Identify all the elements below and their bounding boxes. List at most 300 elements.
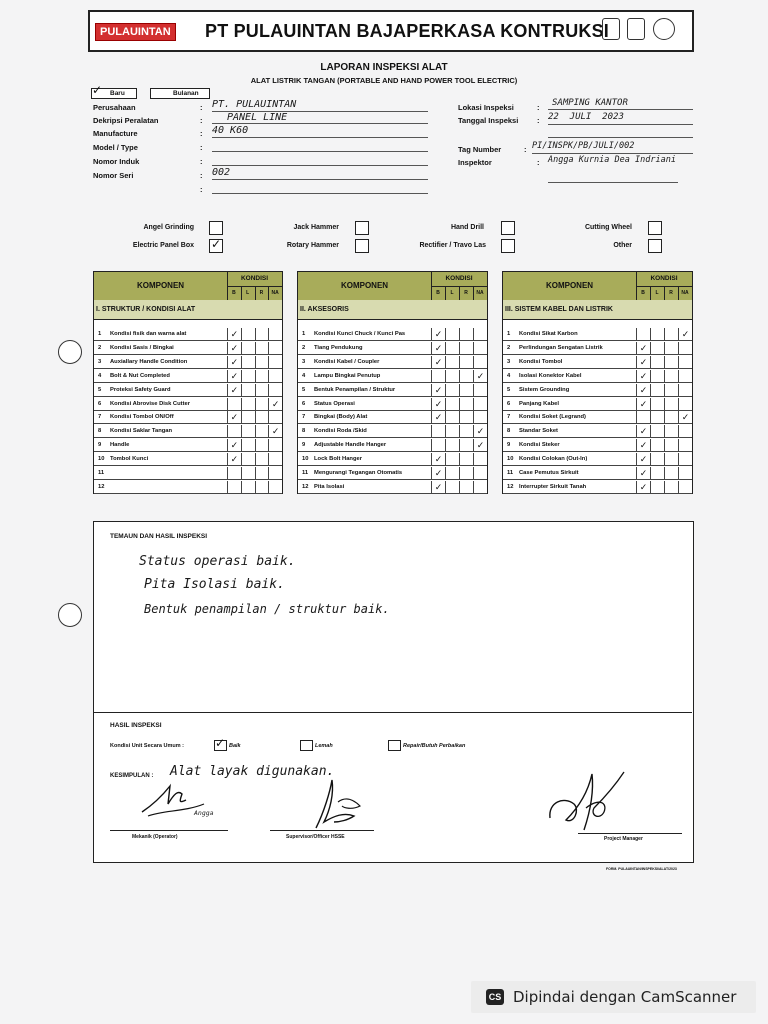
condition-cell[interactable] [678, 453, 692, 465]
condition-cell[interactable] [664, 370, 678, 382]
condition-cell[interactable] [678, 398, 692, 410]
condition-cell[interactable] [241, 342, 255, 354]
condition-cell[interactable] [650, 328, 664, 340]
condition-cell[interactable] [459, 439, 473, 451]
condition-cell[interactable] [459, 370, 473, 382]
condition-column-header: NA [473, 286, 488, 300]
row-label: Kondisi Sikat Karbon [519, 331, 578, 337]
condition-cell[interactable] [650, 342, 664, 354]
table-header [298, 272, 487, 301]
table-row [503, 342, 692, 355]
condition-cell[interactable] [650, 425, 664, 437]
type-new-checkbox[interactable] [91, 83, 137, 99]
equipment-type-checkbox[interactable] [501, 221, 515, 235]
model-type-field[interactable] [212, 139, 428, 152]
row-number: 3 [98, 358, 102, 365]
condition-cell[interactable] [241, 370, 255, 382]
condition-cell[interactable] [227, 370, 241, 382]
equipment-type-checkbox[interactable] [501, 239, 515, 253]
check-mark-icon: ✓ [434, 343, 443, 354]
field-colon: : [200, 157, 203, 166]
field-colon: : [537, 116, 540, 125]
table-row [94, 370, 282, 383]
table-row [298, 411, 487, 424]
condition-cell[interactable] [678, 411, 692, 423]
equipment-type-label: Hand Drill [450, 224, 484, 231]
row-label: Handle [110, 442, 130, 449]
result-option-label: Lemah [315, 743, 333, 749]
supervisor-signature-icon [294, 772, 374, 834]
condition-column-header: R [459, 286, 474, 300]
inspection-date-field[interactable]: 22 JULI 2023 [548, 112, 693, 125]
check-mark-icon: ✓ [230, 330, 239, 340]
company-field[interactable]: PT. PULAUINTAN [212, 99, 428, 112]
condition-cell[interactable] [636, 356, 650, 368]
result-good-checkbox[interactable] [214, 736, 227, 751]
condition-cell[interactable] [678, 467, 692, 479]
check-mark-icon: ✓ [639, 427, 648, 438]
table-row [298, 425, 487, 438]
condition-column-header: R [255, 286, 270, 300]
table-row [94, 467, 282, 480]
condition-cell[interactable] [650, 398, 664, 410]
result-option-label: Repair/Butuh Perbaikan [403, 743, 466, 749]
row-label: Auxiallary Handle Condition [110, 358, 188, 365]
condition-cell[interactable] [650, 411, 664, 423]
table-row [503, 453, 692, 466]
condition-cell[interactable] [445, 328, 459, 340]
condition-cell[interactable] [227, 453, 241, 465]
equipment-type-checkbox[interactable] [355, 221, 369, 235]
condition-cell[interactable] [473, 439, 487, 451]
condition-cell[interactable] [459, 384, 473, 396]
signature-line [578, 833, 682, 834]
serial-number-field[interactable]: 002 [212, 167, 428, 180]
condition-cell[interactable] [636, 398, 650, 410]
equipment-description-field[interactable]: PANEL LINE [212, 112, 428, 124]
equipment-type-checkbox[interactable] [209, 239, 223, 253]
condition-cell[interactable] [664, 342, 678, 354]
table-row [503, 467, 692, 480]
row-label: Kondisi Sasis / Bingkai [110, 344, 174, 351]
condition-cell[interactable] [241, 439, 255, 451]
extra-field[interactable] [212, 181, 428, 194]
condition-cell[interactable] [459, 411, 473, 423]
condition-cell[interactable] [268, 342, 282, 354]
condition-cell[interactable] [255, 356, 269, 368]
row-label: Perlindungan Sengatan Listrik [519, 344, 603, 351]
table-row [94, 398, 282, 411]
general-condition-label: Kondisi Unit Secara Umum : [110, 743, 184, 749]
condition-cell[interactable] [650, 439, 664, 451]
blank-field[interactable] [548, 125, 693, 138]
condition-cell[interactable] [255, 328, 269, 340]
result-repair-checkbox[interactable] [388, 740, 401, 751]
condition-cell[interactable] [459, 453, 473, 465]
row-number: 8 [98, 428, 102, 435]
equipment-type-label: Rectifier / Travo Las [419, 242, 486, 249]
condition-cell[interactable] [255, 342, 269, 354]
check-mark-icon: ✓ [230, 385, 239, 396]
condition-cell[interactable] [678, 481, 692, 493]
condition-cell[interactable] [268, 384, 282, 396]
equipment-type-checkbox[interactable] [355, 239, 369, 253]
condition-cell[interactable] [431, 425, 445, 437]
scanner-watermark [471, 981, 756, 1013]
condition-cell[interactable] [255, 425, 269, 437]
condition-cell[interactable] [664, 425, 678, 437]
condition-cell[interactable] [678, 384, 692, 396]
condition-cell[interactable] [431, 398, 445, 410]
condition-cell[interactable] [678, 425, 692, 437]
component-table-accessories [297, 271, 488, 494]
table-row [298, 453, 487, 466]
row-number: 1 [302, 331, 306, 337]
condition-cell[interactable] [431, 439, 445, 451]
condition-cell[interactable] [473, 453, 487, 465]
row-number: 3 [507, 358, 511, 365]
field-label: Manufacture [93, 129, 138, 138]
condition-cell[interactable] [431, 328, 445, 340]
table-row [94, 411, 282, 424]
equipment-type-checkbox[interactable] [209, 221, 223, 235]
check-mark-icon: ✓ [230, 455, 239, 466]
condition-cell[interactable] [268, 467, 282, 479]
condition-cell[interactable] [431, 384, 445, 396]
condition-cell[interactable] [445, 411, 459, 423]
table-row [503, 384, 692, 397]
row-label: Interrupter Sirkuit Tanah [519, 483, 587, 490]
condition-cell[interactable] [227, 411, 241, 423]
row-number: 11 [302, 470, 309, 476]
condition-cell[interactable] [664, 481, 678, 493]
condition-cell[interactable] [268, 453, 282, 465]
condition-cell[interactable] [255, 481, 269, 493]
condition-cell[interactable] [241, 384, 255, 396]
condition-cell[interactable] [650, 453, 664, 465]
table-header [94, 272, 282, 301]
condition-cell[interactable] [445, 467, 459, 479]
condition-cell[interactable] [636, 342, 650, 354]
report-title: LAPORAN INSPEKSI ALAT [320, 62, 448, 73]
table-row [94, 328, 282, 341]
condition-cell[interactable] [227, 439, 241, 451]
condition-cell[interactable] [650, 370, 664, 382]
field-colon: : [524, 145, 527, 154]
row-number: 2 [98, 344, 102, 351]
condition-cell[interactable] [473, 467, 487, 479]
table-row [298, 481, 487, 494]
check-mark-icon: ✓ [230, 371, 239, 382]
component-table-structure [93, 271, 283, 494]
condition-column-header: B [227, 286, 242, 300]
condition-cell[interactable] [459, 481, 473, 493]
signature-line [110, 830, 228, 831]
check-mark-icon: ✓ [230, 343, 239, 354]
condition-cell[interactable] [445, 453, 459, 465]
equipment-type-checkbox[interactable] [648, 239, 662, 253]
equipment-type-label: Jack Hammer [293, 224, 339, 231]
result-option-label: Baik [229, 743, 241, 749]
inspector-field[interactable]: Angga Kurnia Dea Indriani [548, 154, 678, 183]
condition-cell[interactable] [241, 398, 255, 410]
condition-cell[interactable] [445, 384, 459, 396]
row-number: 4 [507, 372, 511, 379]
condition-cell[interactable] [459, 398, 473, 410]
seal-icon [627, 18, 645, 40]
table-section-title: III. SISTEM KABEL DAN LISTRIK [503, 300, 692, 320]
row-label: Kondisi Kabel / Coupler [314, 358, 380, 365]
condition-cell[interactable] [678, 342, 692, 354]
condition-cell[interactable] [431, 467, 445, 479]
condition-cell[interactable] [227, 356, 241, 368]
condition-cell[interactable] [664, 356, 678, 368]
row-number: 6 [507, 400, 511, 407]
condition-cell[interactable] [636, 439, 650, 451]
condition-cell[interactable] [636, 467, 650, 479]
condition-cell[interactable] [664, 411, 678, 423]
condition-cell[interactable] [431, 453, 445, 465]
condition-cell[interactable] [268, 398, 282, 410]
table-row [503, 425, 692, 438]
table-row [503, 370, 692, 383]
check-mark-icon: ✓ [681, 413, 690, 424]
check-mark-icon: ✓ [681, 330, 690, 340]
condition-cell[interactable] [445, 370, 459, 382]
condition-cell[interactable] [227, 398, 241, 410]
table-row [298, 439, 487, 452]
condition-cell[interactable] [255, 370, 269, 382]
condition-cell[interactable] [664, 453, 678, 465]
check-mark-icon: ✓ [639, 385, 648, 396]
condition-cell[interactable] [431, 370, 445, 382]
table-row [298, 342, 487, 355]
parent-number-field[interactable] [212, 153, 428, 166]
condition-cell[interactable] [227, 328, 241, 340]
check-mark-icon: ✓ [271, 427, 280, 438]
condition-cell[interactable] [241, 481, 255, 493]
condition-cell[interactable] [678, 439, 692, 451]
findings-line: Pita Isolasi baik. [144, 577, 285, 592]
row-number: 9 [98, 442, 102, 449]
condition-cell[interactable] [664, 439, 678, 451]
document-header [88, 10, 694, 52]
row-number: 8 [507, 428, 511, 435]
row-number: 8 [302, 428, 306, 435]
condition-cell[interactable] [473, 356, 487, 368]
condition-cell[interactable] [473, 398, 487, 410]
condition-cell[interactable] [636, 328, 650, 340]
row-label: Kondisi Tombol [519, 358, 563, 365]
footer-form-code: FORM. PULAUINTAN/INSPEKSI/ALAT/2023 [606, 867, 677, 871]
camscanner-logo-icon: CS [486, 989, 504, 1005]
condition-cell[interactable] [459, 425, 473, 437]
condition-cell[interactable] [636, 481, 650, 493]
field-colon: : [537, 158, 540, 167]
condition-cell[interactable] [636, 453, 650, 465]
table-row [94, 384, 282, 397]
condition-cell[interactable] [431, 356, 445, 368]
condition-cell[interactable] [227, 425, 241, 437]
condition-cell[interactable] [445, 342, 459, 354]
condition-cell[interactable] [241, 356, 255, 368]
condition-cell[interactable] [445, 398, 459, 410]
condition-cell[interactable] [431, 481, 445, 493]
condition-cell[interactable] [664, 398, 678, 410]
type-monthly-checkbox[interactable] [150, 88, 210, 99]
type-new-label: Baru [110, 90, 125, 97]
component-header: KOMPONEN [94, 272, 228, 300]
condition-cell[interactable] [268, 439, 282, 451]
equipment-type-checkbox[interactable] [648, 221, 662, 235]
manufacture-field[interactable]: 40 K60 [212, 125, 428, 138]
condition-cell[interactable] [678, 356, 692, 368]
condition-cell[interactable] [473, 384, 487, 396]
condition-cell[interactable] [268, 481, 282, 493]
row-label: Kondisi Kunci Chuck / Kunci Pas [314, 331, 406, 337]
condition-cell[interactable] [268, 370, 282, 382]
condition-cell[interactable] [459, 356, 473, 368]
condition-cell[interactable] [636, 411, 650, 423]
condition-cell[interactable] [227, 342, 241, 354]
component-header: KOMPONEN [503, 272, 637, 300]
certification-seals [602, 18, 682, 46]
condition-cell[interactable] [227, 481, 241, 493]
condition-cell[interactable] [255, 439, 269, 451]
operator-role: Mekanik (Operator) [132, 834, 178, 840]
row-label: Kondisi Soket (Legrand) [519, 414, 586, 421]
check-mark-icon: ✓ [639, 399, 648, 410]
equipment-type-label: Other [613, 242, 632, 249]
condition-cell[interactable] [241, 328, 255, 340]
condition-cell[interactable] [459, 328, 473, 340]
condition-cell[interactable] [241, 411, 255, 423]
condition-cell[interactable] [268, 425, 282, 437]
row-number: 1 [98, 331, 102, 337]
row-label: Kondisi Saklar Tangan [110, 428, 173, 435]
condition-cell[interactable] [227, 384, 241, 396]
inspection-location-field[interactable]: SAMPING KANTOR [548, 98, 693, 110]
table-row [503, 328, 692, 341]
check-mark-icon: ✓ [476, 427, 485, 438]
row-number: 10 [98, 456, 105, 463]
result-divider [94, 712, 692, 713]
row-label: Proteksi Safety Guard [110, 386, 171, 393]
condition-cell[interactable] [255, 411, 269, 423]
condition-cell[interactable] [473, 342, 487, 354]
condition-cell[interactable] [241, 425, 255, 437]
report-subtitle: ALAT LISTRIK TANGAN (PORTABLE AND HAND POWER TOOL ELECTRIC) [250, 76, 518, 85]
condition-cell[interactable] [664, 328, 678, 340]
field-colon: : [200, 143, 203, 152]
row-number: 5 [507, 386, 511, 393]
table-row [298, 328, 487, 341]
company-name: PT PULAUINTAN BAJAPERKASA KONTRUKSI [205, 21, 610, 41]
check-mark-icon: ✓ [639, 441, 648, 452]
condition-cell[interactable] [473, 370, 487, 382]
condition-cell[interactable] [445, 481, 459, 493]
check-mark-icon: ✓ [434, 385, 443, 396]
row-label: Lock Bolt Hanger [314, 456, 362, 463]
field-label: Nomor Seri [93, 171, 134, 180]
condition-cell[interactable] [664, 384, 678, 396]
component-table-electrical [502, 271, 693, 494]
condition-cell[interactable] [268, 328, 282, 340]
row-number: 3 [302, 358, 306, 365]
condition-cell[interactable] [445, 425, 459, 437]
condition-column-header: L [445, 286, 460, 300]
condition-cell[interactable] [636, 425, 650, 437]
result-weak-checkbox[interactable] [300, 740, 313, 751]
row-number: 7 [98, 414, 102, 421]
condition-column-header: NA [678, 286, 693, 300]
result-title: HASIL INSPEKSI [110, 722, 162, 729]
check-mark-icon: ✓ [639, 455, 648, 466]
row-number: 7 [507, 414, 511, 421]
condition-cell[interactable] [255, 384, 269, 396]
signature-line [270, 830, 374, 831]
condition-cell[interactable] [459, 342, 473, 354]
condition-header: KONDISI [636, 272, 692, 287]
check-mark-icon: ✓ [434, 469, 443, 479]
table-header [503, 272, 692, 301]
condition-cell[interactable] [636, 370, 650, 382]
condition-cell[interactable] [678, 328, 692, 340]
condition-cell[interactable] [255, 398, 269, 410]
condition-cell[interactable] [650, 481, 664, 493]
condition-cell[interactable] [664, 467, 678, 479]
condition-cell[interactable] [650, 356, 664, 368]
row-label: Pita Isolasi [314, 483, 345, 490]
tag-number-field[interactable]: PI/INSPK/PB/JULI/002 [532, 141, 693, 154]
condition-cell[interactable] [636, 384, 650, 396]
row-number: 7 [302, 414, 306, 421]
condition-cell[interactable] [678, 370, 692, 382]
check-mark-icon: ✓ [639, 357, 648, 368]
condition-cell[interactable] [445, 439, 459, 451]
condition-cell[interactable] [473, 481, 487, 493]
condition-cell[interactable] [227, 467, 241, 479]
condition-cell[interactable] [473, 425, 487, 437]
condition-cell[interactable] [473, 328, 487, 340]
supervisor-role: Supervisor/Officer HSSE [286, 834, 345, 840]
field-label: Nomor Induk [93, 157, 140, 166]
row-label: Kondisi Steker [519, 442, 560, 449]
condition-cell[interactable] [268, 356, 282, 368]
condition-cell[interactable] [431, 411, 445, 423]
scanner-text: Dipindai dengan CamScanner [513, 988, 737, 1006]
condition-cell[interactable] [650, 384, 664, 396]
table-row [94, 425, 282, 438]
condition-cell[interactable] [268, 411, 282, 423]
condition-cell[interactable] [241, 467, 255, 479]
field-colon: : [200, 116, 203, 125]
condition-cell[interactable] [650, 467, 664, 479]
check-mark-icon: ✓ [434, 399, 443, 410]
condition-cell[interactable] [255, 453, 269, 465]
condition-cell[interactable] [431, 342, 445, 354]
table-row [503, 398, 692, 411]
row-label: Kondisi Tombol ON/Off [110, 414, 174, 421]
condition-cell[interactable] [241, 453, 255, 465]
condition-cell[interactable] [445, 356, 459, 368]
row-number: 6 [98, 400, 102, 407]
manager-role: Project Manager [604, 836, 643, 842]
condition-cell[interactable] [459, 467, 473, 479]
condition-cell[interactable] [473, 411, 487, 423]
condition-cell[interactable] [255, 467, 269, 479]
table-row [503, 411, 692, 424]
